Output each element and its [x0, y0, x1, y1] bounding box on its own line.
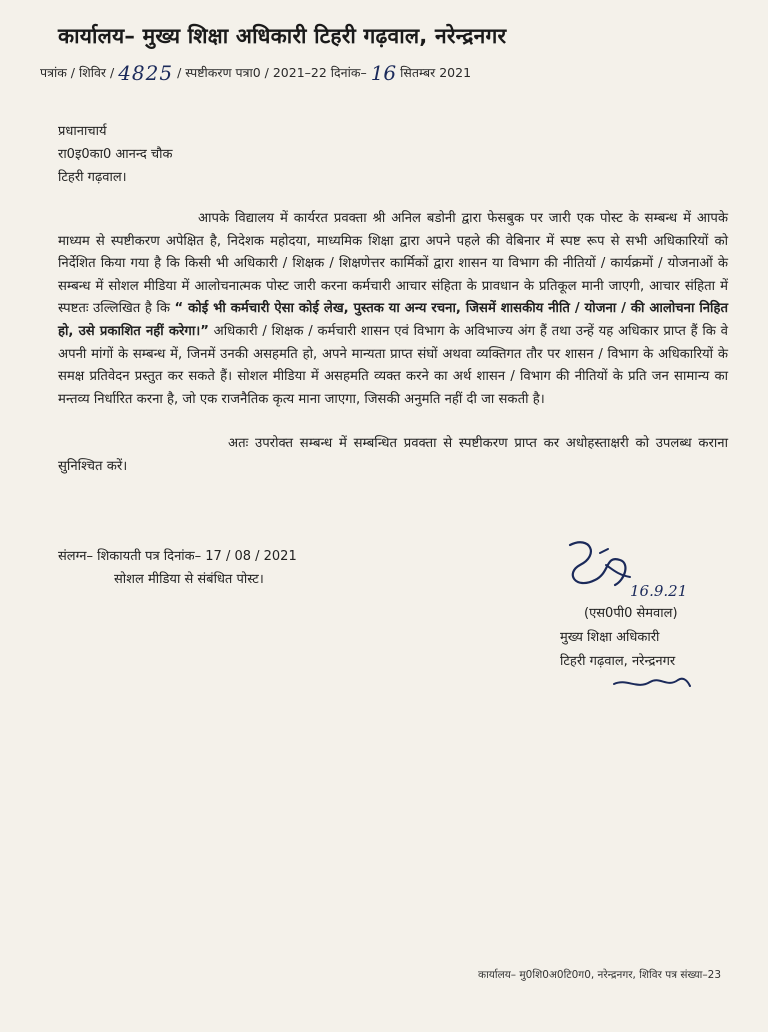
date-day-handwritten: 16: [370, 61, 397, 85]
paragraph-text: अधिकारी / शिक्षक / कर्मचारी शासन एवं विभाग के अविभाज्य अंग हैं तथा उन्हें यह अधिकार प्राप्त हैं कि वे अपनी मांगों के सम्बन्ध में, जिनमें उनकी असहमति हो, अपने मान्यता प्राप्त संघों अथवा व्यक्तिगत तौर पर शासन / विभाग के अधिकारियों के समक्ष प्रतिवेदन प्रस्तुत कर सकते हैं। सोशल मीडिया में असहमति व्यक्त करने का अर्थ शासन / विभाग की नीतियों के प्रति जन सामान्य का मन्तव्य निर्धारित करना है, जो एक राजनैतिक कृत्य माना जाएगा, जिसकी अनुमति नहीं दी जा सकती है।: [58, 323, 728, 407]
ref-number-handwritten: 4825: [118, 61, 174, 85]
paragraph-main: [58, 208, 728, 411]
signatory-place: टिहरी गढ़वाल, नरेन्द्रनगर: [560, 654, 676, 669]
addressee-line: रा0इ0का0 आनन्द चौक: [58, 147, 173, 162]
office-title: कार्यालय– मुख्य शिक्षा अधिकारी टिहरी गढ़वाल, नरेन्द्रनगर: [58, 24, 507, 48]
addressee-line: प्रधानाचार्य: [58, 124, 107, 139]
quoted-rule: “ कोई भी कर्मचारी ऐसा कोई लेख, पुस्तक या अन्य रचना, जिसमें शासकीय नीति / योजना / की आलोचना निहित हो, उसे प्रकाशित नहीं करेगा।”: [58, 301, 728, 339]
signature-scribble: [560, 535, 640, 595]
paragraph-text: आपके विद्यालय में कार्यरत प्रवक्ता श्री अनिल बडोनी द्वारा फेसबुक पर जारी एक पोस्ट के सम्बन्ध में आपके माध्यम से स्पष्टीकरण अपेक्षित है, निदेशक महोदया, माध्यमिक शिक्षा द्वारा अपने पहले की वेबिनार में स्पष्ट रूप से सभी अधिकारियों को निर्देशित किया गया है कि किसी भी अधिकारी / शिक्षक / शिक्षणेत्तर कार्मिकों द्वारा शासन या विभाग की नीतियों / कार्यक्रमों / योजनाओं के सम्बन्ध में सोशल मीडिया में आलोचनात्मक पोस्ट जारी करना कर्मचारी आचार संहिता के प्रावधान के प्रतिकूल मानी जाएगी, आचार संहिता में स्पष्टतः उल्लिखित है कि: [58, 211, 728, 317]
signatory-designation: मुख्य शिक्षा अधिकारी: [560, 630, 660, 645]
addressee-block: [58, 120, 173, 189]
enclosure-line: सोशल मीडिया से संबंधित पोस्ट।: [114, 572, 264, 587]
initials-scribble: [612, 672, 692, 694]
letter-body: [58, 208, 728, 479]
footer-text: कार्यालय– मु0शि0अ0टि0ग0, नरेन्द्रनगर, शिविर पत्र संख्या–23: [478, 969, 722, 981]
ref-suffix: / स्पष्टीकरण पत्रा0 / 2021–22 दिनांक–: [177, 65, 367, 80]
ref-prefix: पत्रांक / शिविर /: [40, 65, 115, 80]
addressee-line: टिहरी गढ़वाल।: [58, 170, 127, 185]
signatory-name: (एस0पी0 सेमवाल): [584, 606, 678, 621]
reference-line: [40, 58, 740, 85]
signatory-block: [560, 602, 678, 674]
enclosure-block: [58, 545, 297, 591]
paragraph-request: अतः उपरोक्त सम्बन्ध में सम्बन्धित प्रवक्ता से स्पष्टीकरण प्राप्त कर अधोहस्ताक्षरी को उपलब्ध कराना सुनिश्चित करें।: [58, 436, 728, 474]
signature-date-handwritten: 16.9.21: [630, 582, 688, 600]
date-rest: सितम्बर 2021: [400, 65, 472, 80]
enclosure-line: संलग्न– शिकायती पत्र दिनांक– 17 / 08 / 2021: [58, 549, 297, 564]
